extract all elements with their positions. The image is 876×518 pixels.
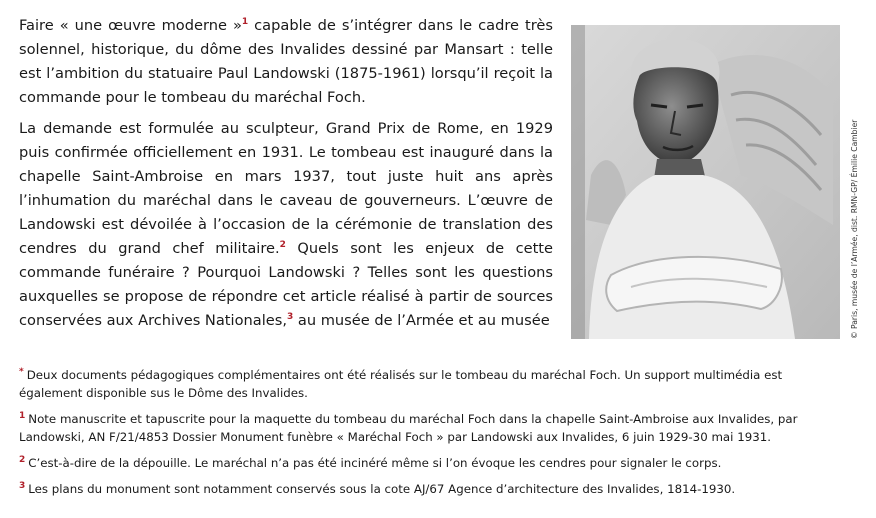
footnote-text: Note manuscrite et tapuscrite pour la maquette du tombeau du maréchal Foch dans la chapelle Saint-Ambroise aux Invalides, par Landowski, AN F/21/4853 Dossier Monument funèbre « Maréchal Foch » par Landowski aux Invalides, 6 juin 1929-30 mai 1931. bbox=[19, 412, 798, 444]
text-run: capable de s’intégrer dans le cadre très solennel, historique, du dôme des Invalides dessiné par Mansart : telle est l’ambition du statuaire Paul Landowski (1875-1961) lorsqu’il reçoit la commande pour le tombeau du maréchal Foch. bbox=[19, 17, 553, 106]
photo-credit: © Paris, musée de l’Armée, dist. RMN-GP/ Émilie Cambier bbox=[850, 119, 859, 339]
footnote-ref-2[interactable]: 2 bbox=[279, 240, 286, 250]
footnote-2 bbox=[19, 454, 849, 472]
paragraph-commission bbox=[19, 117, 553, 333]
text-run: Quels sont les enjeux de cette commande funéraire ? Pourquoi Landowski ? Telles sont les questions auxquelles se propose de répondre cet article réalisé à partir de sources conservées aux Archives Nationales, bbox=[19, 240, 553, 329]
footnote-3 bbox=[19, 480, 849, 498]
portrait-photo bbox=[571, 25, 840, 339]
footnote-text: Deux documents pédagogiques complémentaires ont été réalisés sur le tombeau du maréchal Foch. Un support multimédia est également disponible sus le Dôme des Invalides. bbox=[19, 368, 783, 400]
footnote-mark: * bbox=[19, 367, 24, 377]
footnote-star bbox=[19, 366, 849, 402]
footnote-mark: 2 bbox=[19, 455, 26, 465]
article-body bbox=[19, 14, 553, 340]
text-run: Faire « une œuvre moderne » bbox=[19, 17, 242, 34]
text-run: La demande est formulée au sculpteur, Grand Prix de Rome, en 1929 puis confirmée officiellement en 1931. Le tombeau est inauguré dans la chapelle Saint-Ambroise en mars 1937, tout juste huit ans après l’inhumation du maréchal dans le caveau de gouverneurs. L’œuvre de Landowski est dévoilée à l’occasion de la cérémonie de translation des cendres du grand chef militaire. bbox=[19, 120, 553, 257]
footnote-mark: 3 bbox=[19, 481, 26, 491]
footnote-text: C’est-à-dire de la dépouille. Le maréchal n’a pas été incinéré même si l’on évoque les cendres pour signaler le corps. bbox=[28, 456, 722, 470]
footnote-mark: 1 bbox=[19, 411, 26, 421]
footnote-text: Les plans du monument sont notamment conservés sous la cote AJ/67 Agence d’architecture des Invalides, 1814-1930. bbox=[28, 482, 736, 496]
footnotes bbox=[19, 366, 849, 506]
footnote-ref-1[interactable]: 1 bbox=[241, 17, 249, 27]
portrait-photo-drawing bbox=[571, 25, 840, 339]
footnote-ref-3[interactable]: 3 bbox=[286, 312, 294, 322]
text-run: au musée de l’Armée et au musée bbox=[293, 312, 550, 329]
footnote-1 bbox=[19, 410, 849, 446]
paragraph-intro bbox=[19, 14, 553, 110]
